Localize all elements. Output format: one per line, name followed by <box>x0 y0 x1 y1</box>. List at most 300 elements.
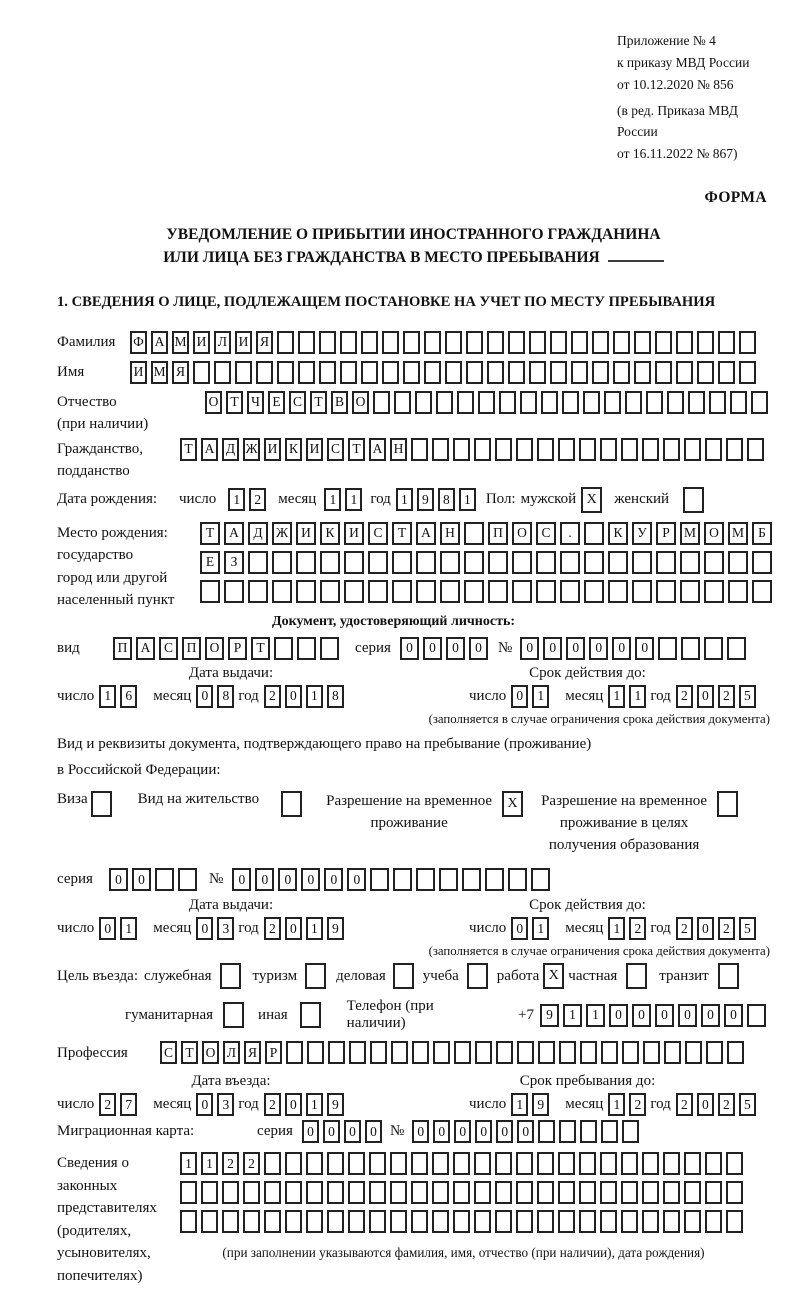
char-cell[interactable]: 0 <box>99 917 116 940</box>
char-cell[interactable]: 1 <box>511 1093 528 1116</box>
char-cell[interactable]: М <box>728 522 748 545</box>
char-cell[interactable] <box>392 580 412 603</box>
char-cell[interactable] <box>466 331 483 354</box>
char-cell[interactable]: 0 <box>196 917 213 940</box>
char-cell[interactable]: Б <box>752 522 772 545</box>
char-cell[interactable] <box>580 1041 597 1064</box>
char-cell[interactable] <box>320 580 340 603</box>
char-cell[interactable] <box>453 438 470 461</box>
char-cell[interactable]: 0 <box>423 637 442 660</box>
char-cell[interactable] <box>604 391 621 414</box>
char-cell[interactable] <box>373 391 390 414</box>
char-cell[interactable] <box>403 331 420 354</box>
char-cell[interactable] <box>327 1181 344 1204</box>
char-cell[interactable]: 0 <box>632 1004 651 1027</box>
char-cell[interactable]: 2 <box>676 685 693 708</box>
char-cell[interactable] <box>432 1181 449 1204</box>
char-cell[interactable]: П <box>113 637 132 660</box>
char-cell[interactable] <box>369 1152 386 1175</box>
char-cell[interactable]: 0 <box>678 1004 697 1027</box>
char-cell[interactable] <box>538 1120 555 1143</box>
char-cell[interactable]: 0 <box>109 868 128 891</box>
char-cell[interactable] <box>439 868 458 891</box>
residence-permit-checkbox[interactable] <box>281 791 302 817</box>
char-cell[interactable] <box>705 1152 722 1175</box>
char-cell[interactable] <box>655 361 672 384</box>
char-cell[interactable]: 7 <box>120 1093 137 1116</box>
char-cell[interactable] <box>579 1181 596 1204</box>
char-cell[interactable] <box>728 551 748 574</box>
char-cell[interactable] <box>453 1210 470 1233</box>
char-cell[interactable]: 2 <box>629 917 646 940</box>
char-cell[interactable]: 1 <box>180 1152 197 1175</box>
char-cell[interactable]: К <box>608 522 628 545</box>
char-cell[interactable]: А <box>136 637 155 660</box>
char-cell[interactable] <box>642 1181 659 1204</box>
char-cell[interactable] <box>747 438 764 461</box>
visa-checkbox[interactable] <box>91 791 112 817</box>
char-cell[interactable] <box>391 1041 408 1064</box>
char-cell[interactable] <box>516 1210 533 1233</box>
char-cell[interactable] <box>411 438 428 461</box>
char-cell[interactable]: 0 <box>132 868 151 891</box>
char-cell[interactable] <box>274 637 293 660</box>
purpose-tourism-checkbox[interactable] <box>305 963 326 989</box>
char-cell[interactable] <box>508 868 527 891</box>
char-cell[interactable]: 9 <box>327 1093 344 1116</box>
purpose-transit-checkbox[interactable] <box>718 963 739 989</box>
char-cell[interactable] <box>512 580 532 603</box>
char-cell[interactable]: 2 <box>243 1152 260 1175</box>
char-cell[interactable]: С <box>368 522 388 545</box>
char-cell[interactable] <box>600 438 617 461</box>
char-cell[interactable]: О <box>512 522 532 545</box>
char-cell[interactable] <box>368 551 388 574</box>
char-cell[interactable] <box>643 1041 660 1064</box>
char-cell[interactable] <box>656 580 676 603</box>
char-cell[interactable] <box>684 1210 701 1233</box>
char-cell[interactable]: 0 <box>347 868 366 891</box>
char-cell[interactable] <box>348 1210 365 1233</box>
char-cell[interactable] <box>613 361 630 384</box>
char-cell[interactable]: И <box>344 522 364 545</box>
char-cell[interactable]: 0 <box>446 637 465 660</box>
char-cell[interactable] <box>550 361 567 384</box>
char-cell[interactable] <box>180 1210 197 1233</box>
char-cell[interactable]: 0 <box>517 1120 534 1143</box>
char-cell[interactable]: Т <box>392 522 412 545</box>
char-cell[interactable]: О <box>205 391 222 414</box>
char-cell[interactable]: С <box>536 522 556 545</box>
char-cell[interactable]: 1 <box>459 488 476 511</box>
purpose-official-checkbox[interactable] <box>220 963 241 989</box>
char-cell[interactable] <box>382 361 399 384</box>
char-cell[interactable] <box>622 1120 639 1143</box>
char-cell[interactable]: 0 <box>589 637 608 660</box>
char-cell[interactable]: 1 <box>324 488 341 511</box>
char-cell[interactable]: Д <box>222 438 239 461</box>
char-cell[interactable] <box>684 438 701 461</box>
char-cell[interactable]: 1 <box>608 917 625 940</box>
char-cell[interactable] <box>499 391 516 414</box>
char-cell[interactable] <box>488 551 508 574</box>
char-cell[interactable]: 3 <box>217 1093 234 1116</box>
char-cell[interactable]: 0 <box>697 1093 714 1116</box>
char-cell[interactable] <box>436 391 453 414</box>
char-cell[interactable] <box>663 438 680 461</box>
char-cell[interactable] <box>656 551 676 574</box>
char-cell[interactable] <box>579 1152 596 1175</box>
purpose-private-checkbox[interactable] <box>626 963 647 989</box>
char-cell[interactable] <box>328 1041 345 1064</box>
char-cell[interactable] <box>685 1041 702 1064</box>
char-cell[interactable] <box>538 1041 555 1064</box>
char-cell[interactable] <box>727 1041 744 1064</box>
char-cell[interactable]: Р <box>656 522 676 545</box>
char-cell[interactable] <box>658 637 677 660</box>
char-cell[interactable]: 8 <box>217 685 234 708</box>
char-cell[interactable] <box>201 1210 218 1233</box>
char-cell[interactable] <box>601 1120 618 1143</box>
char-cell[interactable]: Т <box>181 1041 198 1064</box>
char-cell[interactable] <box>709 391 726 414</box>
char-cell[interactable] <box>432 1152 449 1175</box>
char-cell[interactable] <box>752 580 772 603</box>
char-cell[interactable] <box>634 331 651 354</box>
char-cell[interactable] <box>440 580 460 603</box>
char-cell[interactable] <box>622 1041 639 1064</box>
char-cell[interactable]: 1 <box>608 1093 625 1116</box>
char-cell[interactable]: А <box>369 438 386 461</box>
char-cell[interactable]: О <box>202 1041 219 1064</box>
char-cell[interactable]: 1 <box>396 488 413 511</box>
char-cell[interactable] <box>474 1152 491 1175</box>
char-cell[interactable] <box>224 580 244 603</box>
char-cell[interactable]: М <box>680 522 700 545</box>
char-cell[interactable] <box>180 1181 197 1204</box>
char-cell[interactable] <box>608 551 628 574</box>
char-cell[interactable]: 2 <box>718 685 735 708</box>
char-cell[interactable]: Е <box>200 551 220 574</box>
char-cell[interactable]: 1 <box>306 917 323 940</box>
char-cell[interactable]: Л <box>214 331 231 354</box>
char-cell[interactable] <box>688 391 705 414</box>
char-cell[interactable] <box>445 361 462 384</box>
purpose-other-checkbox[interactable] <box>300 1002 321 1028</box>
char-cell[interactable] <box>298 331 315 354</box>
char-cell[interactable] <box>537 1181 554 1204</box>
char-cell[interactable]: 2 <box>264 1093 281 1116</box>
char-cell[interactable] <box>416 868 435 891</box>
char-cell[interactable] <box>705 1181 722 1204</box>
char-cell[interactable] <box>297 637 316 660</box>
char-cell[interactable] <box>747 1004 766 1027</box>
purpose-study-checkbox[interactable] <box>467 963 488 989</box>
char-cell[interactable]: П <box>488 522 508 545</box>
char-cell[interactable] <box>390 1181 407 1204</box>
char-cell[interactable]: 1 <box>228 488 245 511</box>
char-cell[interactable] <box>739 361 756 384</box>
char-cell[interactable] <box>340 361 357 384</box>
char-cell[interactable]: А <box>201 438 218 461</box>
char-cell[interactable] <box>536 580 556 603</box>
char-cell[interactable] <box>571 331 588 354</box>
char-cell[interactable] <box>704 580 724 603</box>
char-cell[interactable]: 0 <box>724 1004 743 1027</box>
char-cell[interactable]: 2 <box>249 488 266 511</box>
char-cell[interactable]: В <box>331 391 348 414</box>
char-cell[interactable] <box>411 1210 428 1233</box>
char-cell[interactable] <box>285 1181 302 1204</box>
char-cell[interactable] <box>370 1041 387 1064</box>
char-cell[interactable] <box>584 551 604 574</box>
char-cell[interactable] <box>726 438 743 461</box>
char-cell[interactable] <box>726 1152 743 1175</box>
char-cell[interactable] <box>243 1210 260 1233</box>
char-cell[interactable] <box>684 1181 701 1204</box>
char-cell[interactable]: 5 <box>739 685 756 708</box>
char-cell[interactable] <box>349 1041 366 1064</box>
char-cell[interactable]: К <box>320 522 340 545</box>
char-cell[interactable] <box>344 580 364 603</box>
char-cell[interactable]: Т <box>180 438 197 461</box>
char-cell[interactable] <box>393 868 412 891</box>
temp-residence-checkbox[interactable]: X <box>502 791 523 817</box>
char-cell[interactable]: М <box>151 361 168 384</box>
char-cell[interactable] <box>222 1210 239 1233</box>
char-cell[interactable]: 0 <box>433 1120 450 1143</box>
char-cell[interactable] <box>256 361 273 384</box>
char-cell[interactable] <box>495 1152 512 1175</box>
char-cell[interactable]: 1 <box>201 1152 218 1175</box>
char-cell[interactable]: О <box>352 391 369 414</box>
char-cell[interactable]: 2 <box>264 917 281 940</box>
char-cell[interactable] <box>416 551 436 574</box>
char-cell[interactable] <box>320 551 340 574</box>
char-cell[interactable] <box>298 361 315 384</box>
char-cell[interactable] <box>264 1210 281 1233</box>
char-cell[interactable]: 1 <box>532 685 549 708</box>
char-cell[interactable] <box>584 522 604 545</box>
char-cell[interactable] <box>559 1041 576 1064</box>
char-cell[interactable] <box>541 391 558 414</box>
char-cell[interactable]: 0 <box>301 868 320 891</box>
char-cell[interactable] <box>370 868 389 891</box>
char-cell[interactable]: 6 <box>120 685 137 708</box>
char-cell[interactable]: И <box>130 361 147 384</box>
char-cell[interactable]: 0 <box>323 1120 340 1143</box>
char-cell[interactable]: С <box>159 637 178 660</box>
char-cell[interactable]: З <box>224 551 244 574</box>
char-cell[interactable] <box>613 331 630 354</box>
char-cell[interactable] <box>193 361 210 384</box>
char-cell[interactable] <box>464 551 484 574</box>
char-cell[interactable]: 0 <box>655 1004 674 1027</box>
char-cell[interactable]: 9 <box>417 488 434 511</box>
char-cell[interactable] <box>272 551 292 574</box>
char-cell[interactable] <box>667 391 684 414</box>
char-cell[interactable] <box>558 1210 575 1233</box>
char-cell[interactable]: Я <box>172 361 189 384</box>
char-cell[interactable] <box>474 1210 491 1233</box>
char-cell[interactable] <box>727 637 746 660</box>
char-cell[interactable]: 0 <box>543 637 562 660</box>
char-cell[interactable]: О <box>704 522 724 545</box>
char-cell[interactable] <box>382 331 399 354</box>
char-cell[interactable]: 0 <box>365 1120 382 1143</box>
char-cell[interactable] <box>285 1152 302 1175</box>
char-cell[interactable] <box>296 551 316 574</box>
char-cell[interactable]: 0 <box>520 637 539 660</box>
char-cell[interactable]: 0 <box>697 685 714 708</box>
char-cell[interactable]: 0 <box>255 868 274 891</box>
char-cell[interactable]: 9 <box>540 1004 559 1027</box>
char-cell[interactable]: 5 <box>739 1093 756 1116</box>
char-cell[interactable] <box>264 1181 281 1204</box>
char-cell[interactable] <box>625 391 642 414</box>
char-cell[interactable] <box>517 1041 534 1064</box>
char-cell[interactable]: Н <box>440 522 460 545</box>
char-cell[interactable] <box>440 551 460 574</box>
char-cell[interactable]: С <box>160 1041 177 1064</box>
char-cell[interactable] <box>752 551 772 574</box>
char-cell[interactable]: 2 <box>676 917 693 940</box>
char-cell[interactable] <box>454 1041 471 1064</box>
temp-residence-edu-checkbox[interactable] <box>717 791 738 817</box>
char-cell[interactable] <box>663 1210 680 1233</box>
char-cell[interactable]: 0 <box>344 1120 361 1143</box>
char-cell[interactable] <box>453 1181 470 1204</box>
char-cell[interactable] <box>369 1181 386 1204</box>
char-cell[interactable] <box>432 438 449 461</box>
char-cell[interactable]: Т <box>200 522 220 545</box>
char-cell[interactable] <box>415 391 432 414</box>
char-cell[interactable] <box>600 1181 617 1204</box>
char-cell[interactable] <box>516 1181 533 1204</box>
char-cell[interactable] <box>201 1181 218 1204</box>
char-cell[interactable] <box>681 637 700 660</box>
char-cell[interactable]: Я <box>244 1041 261 1064</box>
char-cell[interactable] <box>340 331 357 354</box>
char-cell[interactable] <box>424 361 441 384</box>
char-cell[interactable] <box>445 331 462 354</box>
char-cell[interactable] <box>642 1210 659 1233</box>
char-cell[interactable]: О <box>205 637 224 660</box>
char-cell[interactable]: 0 <box>609 1004 628 1027</box>
char-cell[interactable] <box>457 391 474 414</box>
char-cell[interactable]: 0 <box>278 868 297 891</box>
char-cell[interactable] <box>327 1210 344 1233</box>
char-cell[interactable]: 1 <box>608 685 625 708</box>
char-cell[interactable] <box>705 438 722 461</box>
char-cell[interactable] <box>485 868 504 891</box>
char-cell[interactable] <box>390 1210 407 1233</box>
char-cell[interactable] <box>474 1181 491 1204</box>
char-cell[interactable] <box>464 580 484 603</box>
char-cell[interactable]: А <box>151 331 168 354</box>
char-cell[interactable]: К <box>285 438 302 461</box>
char-cell[interactable] <box>368 580 388 603</box>
purpose-humanitarian-checkbox[interactable] <box>223 1002 244 1028</box>
char-cell[interactable] <box>285 1210 302 1233</box>
char-cell[interactable]: 1 <box>629 685 646 708</box>
char-cell[interactable] <box>319 331 336 354</box>
char-cell[interactable] <box>392 551 412 574</box>
char-cell[interactable] <box>394 391 411 414</box>
char-cell[interactable] <box>663 1152 680 1175</box>
char-cell[interactable] <box>558 1152 575 1175</box>
char-cell[interactable]: У <box>632 522 652 545</box>
sex-male-checkbox[interactable]: X <box>581 487 602 513</box>
char-cell[interactable]: 1 <box>563 1004 582 1027</box>
char-cell[interactable] <box>495 1181 512 1204</box>
char-cell[interactable] <box>634 361 651 384</box>
char-cell[interactable]: 0 <box>566 637 585 660</box>
char-cell[interactable]: Т <box>251 637 270 660</box>
char-cell[interactable]: 9 <box>532 1093 549 1116</box>
char-cell[interactable] <box>243 1181 260 1204</box>
char-cell[interactable]: 1 <box>532 917 549 940</box>
purpose-work-checkbox[interactable]: X <box>543 963 564 989</box>
char-cell[interactable]: Ф <box>130 331 147 354</box>
char-cell[interactable] <box>390 1152 407 1175</box>
char-cell[interactable] <box>592 331 609 354</box>
char-cell[interactable] <box>453 1152 470 1175</box>
char-cell[interactable] <box>579 438 596 461</box>
char-cell[interactable] <box>286 1041 303 1064</box>
char-cell[interactable] <box>306 1210 323 1233</box>
char-cell[interactable] <box>248 580 268 603</box>
char-cell[interactable]: 8 <box>438 488 455 511</box>
char-cell[interactable] <box>495 1210 512 1233</box>
char-cell[interactable]: 1 <box>345 488 362 511</box>
char-cell[interactable]: 0 <box>701 1004 720 1027</box>
char-cell[interactable] <box>496 1041 513 1064</box>
char-cell[interactable]: 0 <box>511 917 528 940</box>
char-cell[interactable]: Т <box>226 391 243 414</box>
char-cell[interactable] <box>697 331 714 354</box>
char-cell[interactable] <box>655 331 672 354</box>
char-cell[interactable] <box>464 522 484 545</box>
char-cell[interactable] <box>704 551 724 574</box>
char-cell[interactable]: 1 <box>306 1093 323 1116</box>
char-cell[interactable] <box>601 1041 618 1064</box>
char-cell[interactable] <box>592 361 609 384</box>
char-cell[interactable]: 0 <box>412 1120 429 1143</box>
char-cell[interactable]: 5 <box>739 917 756 940</box>
char-cell[interactable] <box>412 1041 429 1064</box>
char-cell[interactable]: Т <box>348 438 365 461</box>
char-cell[interactable] <box>508 331 525 354</box>
char-cell[interactable] <box>478 391 495 414</box>
char-cell[interactable] <box>579 1210 596 1233</box>
char-cell[interactable]: 0 <box>635 637 654 660</box>
char-cell[interactable]: Р <box>265 1041 282 1064</box>
char-cell[interactable] <box>361 361 378 384</box>
char-cell[interactable] <box>529 331 546 354</box>
char-cell[interactable]: 2 <box>718 1093 735 1116</box>
char-cell[interactable] <box>474 438 491 461</box>
char-cell[interactable] <box>348 1152 365 1175</box>
char-cell[interactable] <box>537 1210 554 1233</box>
char-cell[interactable] <box>718 361 735 384</box>
char-cell[interactable] <box>697 361 714 384</box>
char-cell[interactable] <box>512 551 532 574</box>
char-cell[interactable]: А <box>416 522 436 545</box>
char-cell[interactable] <box>516 1152 533 1175</box>
char-cell[interactable] <box>562 391 579 414</box>
char-cell[interactable]: Р <box>228 637 247 660</box>
